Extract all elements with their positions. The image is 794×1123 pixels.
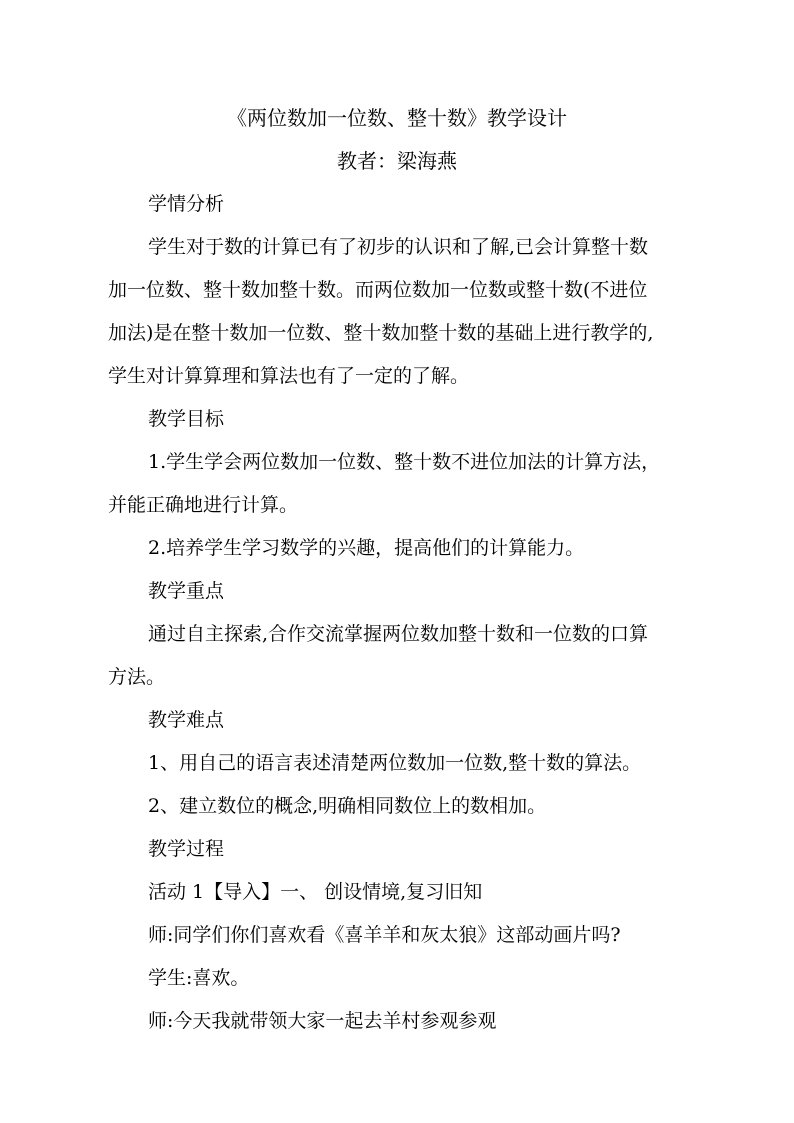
section-heading-key-points: 教学重点 [148, 580, 225, 602]
document-author: 教者：梁海燕 [337, 149, 457, 173]
paragraph-line: 方法。 [108, 666, 166, 688]
section-heading-difficulties: 教学难点 [148, 709, 225, 731]
paragraph-line: 加法)是在整十数加一位数、整十数加整十数的基础上进行教学的, [108, 322, 654, 344]
difficulty-item-2: 2、建立数位的概念,明确相同数位上的数相加。 [148, 795, 547, 817]
paragraph-line: 加一位数、整十数加整十数。而两位数加一位数或整十数(不进位 [108, 279, 648, 301]
dialog-line: 师:同学们你们喜欢看《喜羊羊和灰太狼》这部动画片吗? [148, 924, 621, 946]
document-title: 《两位数加一位数、整十数》教学设计 [227, 106, 567, 130]
dialog-line: 师:今天我就带领大家一起去羊村参观参观 [148, 1010, 497, 1032]
difficulty-item-1: 1、用自己的语言表述清楚两位数加一位数,整十数的算法。 [148, 752, 642, 774]
activity-heading: 活动 1【导入】一、 创设情境,复习旧知 [148, 881, 483, 903]
paragraph-line: 通过自主探索,合作交流掌握两位数加整十数和一位数的口算 [148, 623, 649, 645]
paragraph-line: 学生对于数的计算已有了初步的认识和了解,已会计算整十数 [148, 236, 649, 258]
dialog-line: 学生:喜欢。 [148, 967, 250, 989]
section-heading-process: 教学过程 [148, 838, 225, 860]
paragraph-line: 学生对计算算理和算法也有了一定的了解。 [108, 365, 470, 387]
section-heading-analysis: 学情分析 [148, 193, 225, 215]
goal-item-1-continued: 并能正确地进行计算。 [108, 494, 299, 516]
section-heading-goals: 教学目标 [148, 408, 225, 430]
goal-item-1: 1.学生学会两位数加一位数、整十数不进位加法的计算方法， [148, 451, 661, 473]
goal-item-2: 2.培养学生学习数学的兴趣，提高他们的计算能力。 [148, 537, 585, 559]
